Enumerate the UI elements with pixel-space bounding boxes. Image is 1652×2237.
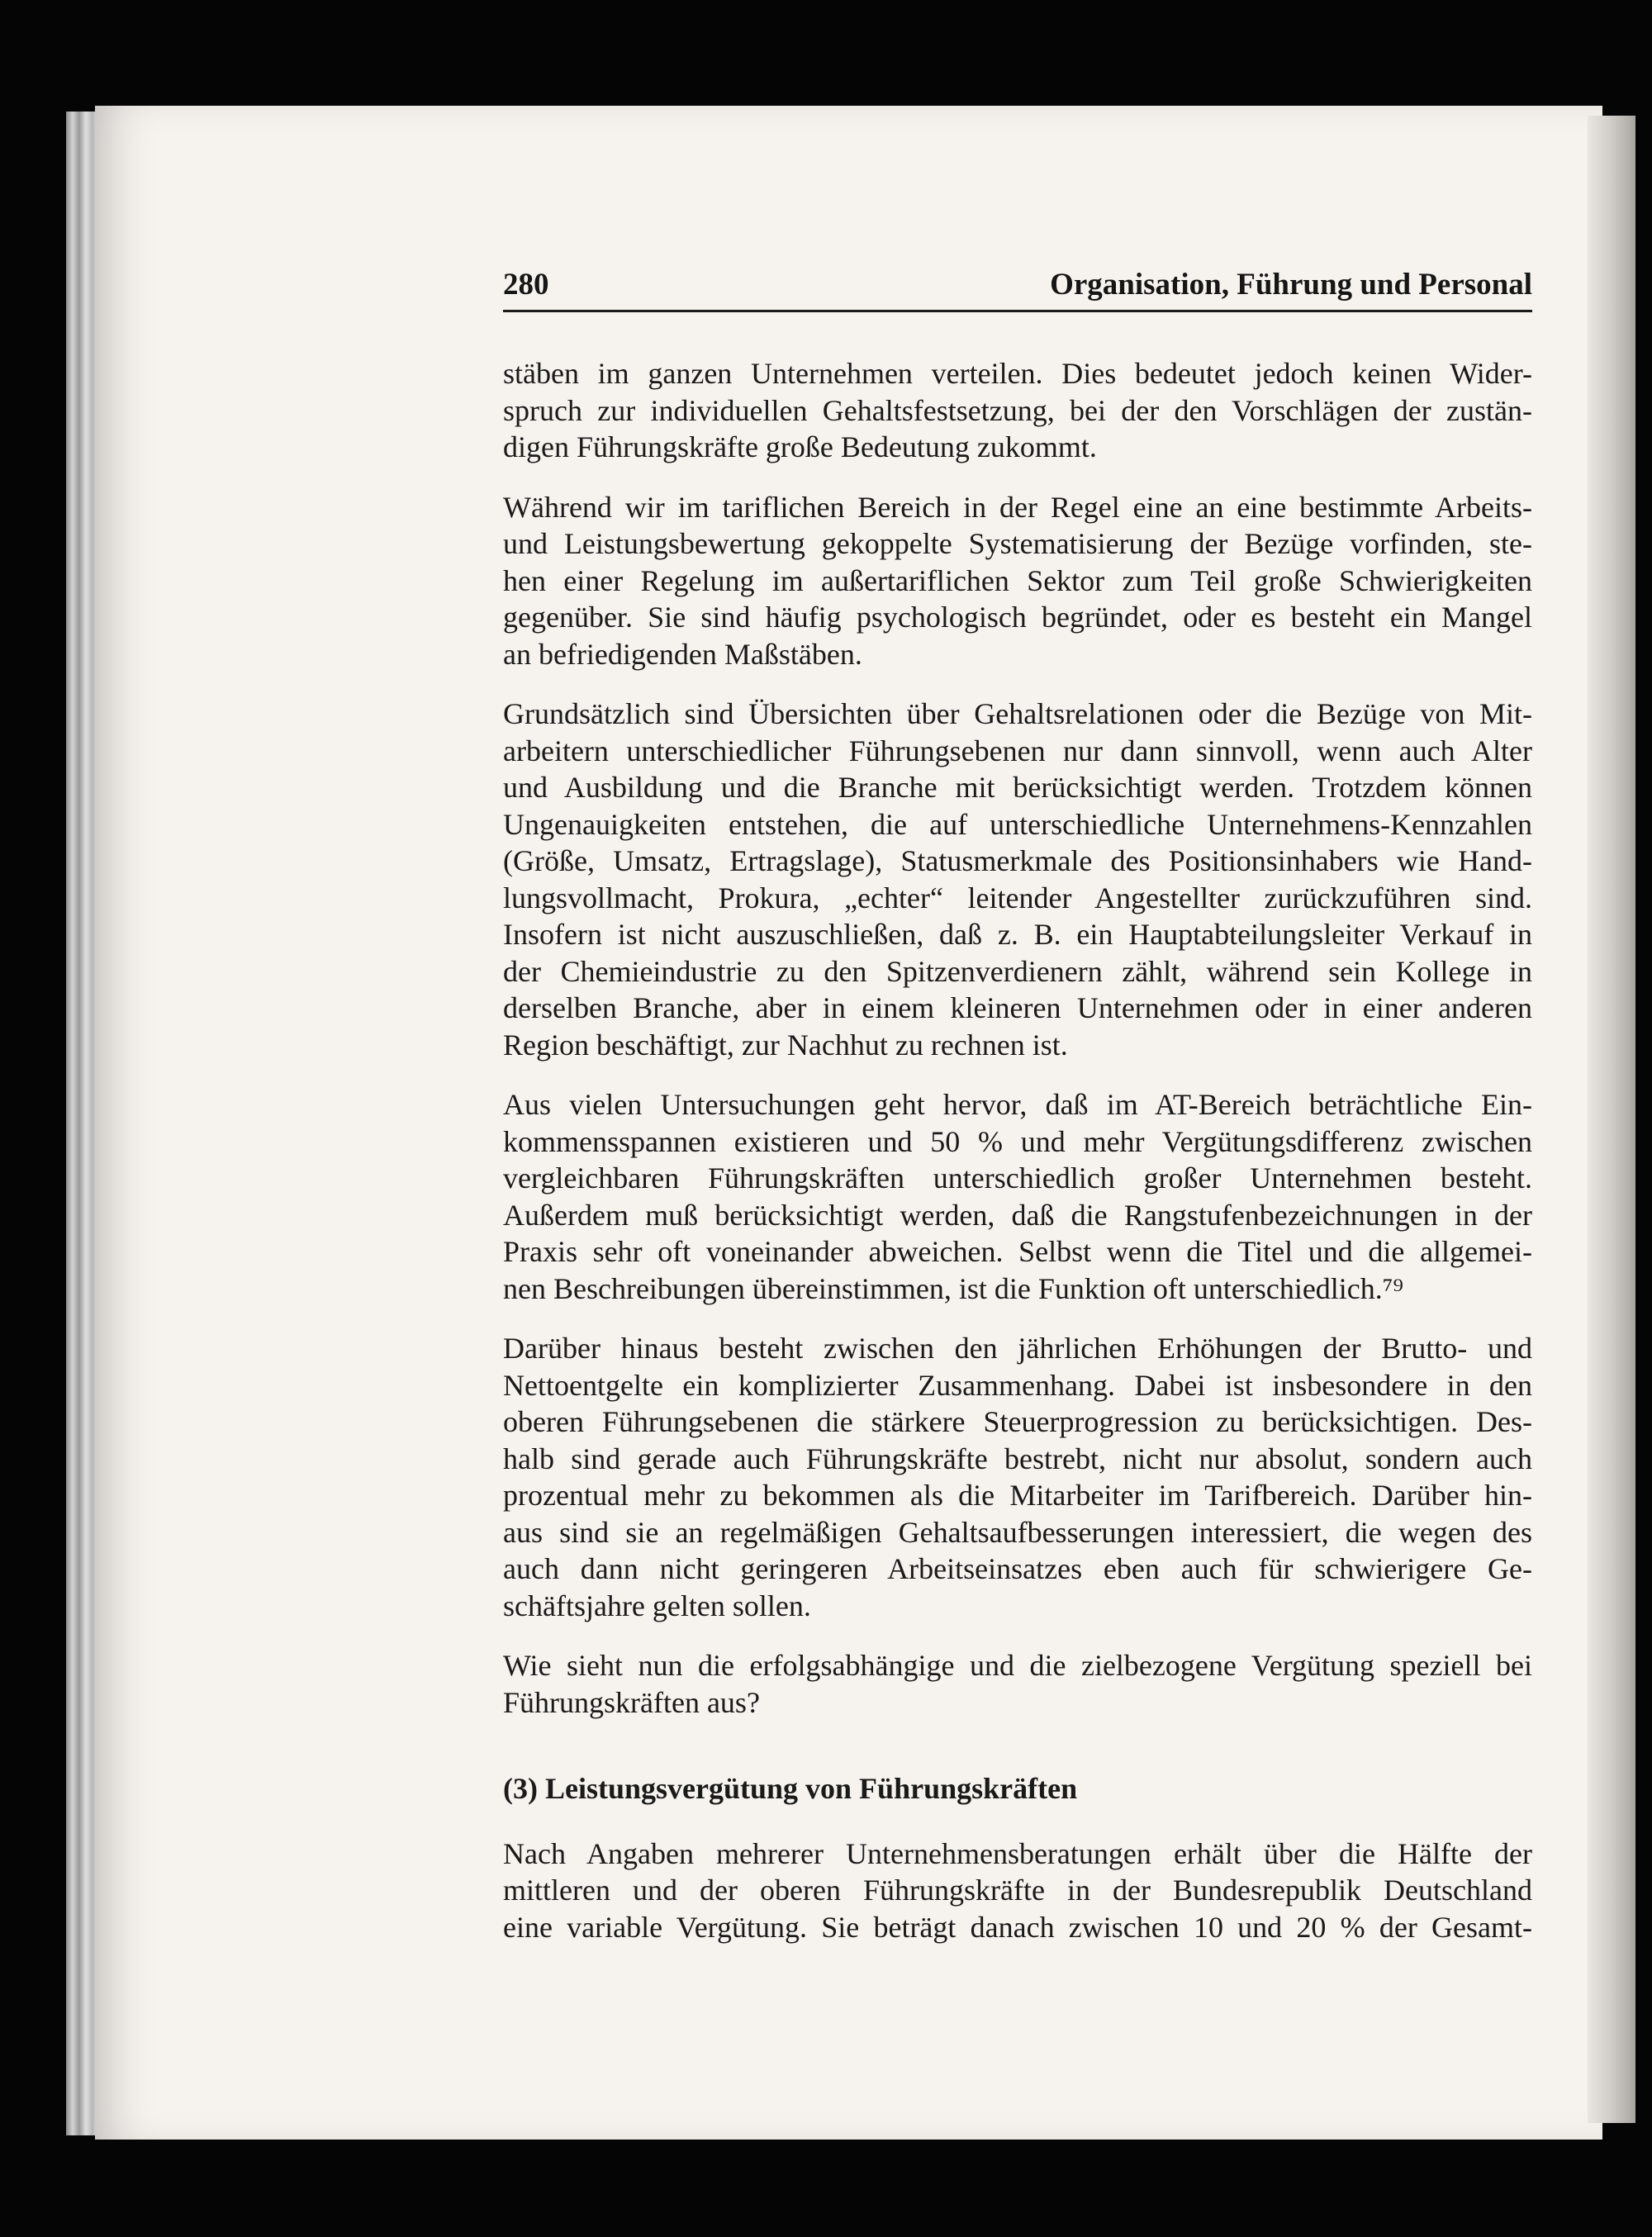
text-line: der Chemieindustrie zu den Spitzenverdienern zählt, während sein Kollege in [503, 954, 1532, 988]
text-line: derselben Branche, aber in einem kleineren Unternehmen oder in einer anderen [503, 991, 1532, 1024]
text-line: Nettoentgelte ein komplizierter Zusammenhang. Dabei ist insbesondere in den [503, 1368, 1532, 1402]
text-line: vergleichbaren Führungskräften unterschiedlich großer Unternehmen besteht. [503, 1161, 1532, 1194]
text-line: Grundsätzlich sind Übersichten über Gehaltsrelationen oder die Bezüge von Mit- [503, 697, 1532, 730]
paragraph [503, 1086, 1532, 1307]
text-line: Ungenauigkeiten entstehen, die auf unterschiedliche Unternehmens-Kennzahlen [503, 807, 1532, 841]
text-line: Während wir im tariflichen Bereich in der Regel eine an eine bestimmte Arbeits- [503, 490, 1532, 524]
text-line: schäftsjahre gelten sollen. [503, 1589, 811, 1622]
paragraph [503, 1330, 1532, 1624]
text-line: Aus vielen Untersuchungen geht hervor, daß im AT-Bereich beträchtliche Ein- [503, 1088, 1532, 1121]
text-line: Praxis sehr oft voneinander abweichen. Selbst wenn die Titel und die allgemei- [503, 1235, 1532, 1268]
page-number: 280 [503, 268, 549, 302]
text-line: oberen Führungsebenen die stärkere Steuerprogression zu berücksichtigen. Des- [503, 1405, 1532, 1438]
paragraphs [503, 355, 1532, 1721]
text-line: aus sind sie an regelmäßigen Gehaltsaufbesserungen interessiert, die wegen des [503, 1515, 1532, 1549]
section-heading: (3) Leistungsvergütung von Führungskräften [503, 1772, 1078, 1805]
text-line: (Größe, Umsatz, Ertragslage), Statusmerkmale des Positionsinhabers wie Hand- [503, 844, 1532, 877]
text-line: auch dann nicht geringeren Arbeitseinsatzes eben auch für schwierigere Ge- [503, 1552, 1532, 1585]
text-line: Nach Angaben mehrerer Unternehmensberatungen erhält über die Hälfte der [503, 1836, 1532, 1870]
text-line: spruch zur individuellen Gehaltsfestsetzung, bei der den Vorschlägen der zustän- [503, 393, 1532, 427]
paragraph [503, 355, 1532, 466]
text-line: lungsvollmacht, Prokura, „echter“ leitender Angestellter zurückzuführen sind. [503, 881, 1532, 914]
text-line: Region beschäftigt, zur Nachhut zu rechnen ist. [503, 1028, 1068, 1062]
running-title: Organisation, Führung und Personal [1050, 268, 1532, 302]
text-line: Außerdem muß berücksichtigt werden, daß die Rangstufenbezeichnungen in der [503, 1198, 1532, 1232]
text-line: prozentual mehr zu bekommen als die Mitarbeiter im Tarifbereich. Darüber hin- [503, 1479, 1532, 1512]
text-line: eine variable Vergütung. Sie beträgt danach zwischen 10 und 20 % der Gesamt- [503, 1910, 1532, 1944]
text-line: Darüber hinaus besteht zwischen den jährlichen Erhöhungen der Brutto- und [503, 1332, 1532, 1365]
text-line: mittleren und der oberen Führungskräfte in der Bundesrepublik Deutschland [503, 1874, 1532, 1907]
text-line: arbeitern unterschiedlicher Führungsebenen nur dann sinnvoll, wenn auch Alter [503, 734, 1532, 767]
text-line: und Ausbildung und die Branche mit berücksichtigt werden. Trotzdem können [503, 771, 1532, 804]
text-line: gegenüber. Sie sind häufig psychologisch begründet, oder es besteht ein Mangel [503, 601, 1532, 634]
text-line: stäben im ganzen Unternehmen verteilen. Dies bedeutet jedoch keinen Wider- [503, 357, 1532, 390]
text-line: nen Beschreibungen übereinstimmen, ist die Funktion oft unterschiedlich.⁷⁹ [503, 1271, 1403, 1305]
text-line: hen einer Regelung im außertariflichen Sektor zum Teil große Schwierigkeiten [503, 563, 1532, 597]
text-line: halb sind gerade auch Führungskräfte bestrebt, nicht nur absolut, sondern auch [503, 1441, 1532, 1475]
text-line: Wie sieht nun die erfolgsabhängige und die zielbezogene Vergütung speziell bei [503, 1649, 1532, 1682]
paragraph [503, 489, 1532, 673]
book-page-edges [66, 112, 99, 2135]
page-header [503, 267, 1532, 312]
paragraph [503, 696, 1532, 1063]
text-line: Insofern ist nicht auszuschließen, daß z. B. ein Hauptabteilungsleiter Verkauf in [503, 918, 1532, 951]
facing-page-edge [1588, 116, 1635, 2123]
body-text [503, 355, 1532, 1945]
text-line: an befriedigenden Maßstäben. [503, 637, 862, 671]
text-line: Führungskräften aus? [503, 1685, 760, 1719]
section-paragraph [503, 1836, 1532, 1946]
paragraph [503, 1647, 1532, 1721]
text-line: digen Führungskräfte große Bedeutung zukommt. [503, 430, 1097, 463]
text-line: kommensspannen existieren und 50 % und mehr Vergütungsdifferenz zwischen [503, 1124, 1532, 1158]
text-line: und Leistungsbewertung gekoppelte Systematisierung der Bezüge vorfinden, ste- [503, 527, 1532, 560]
